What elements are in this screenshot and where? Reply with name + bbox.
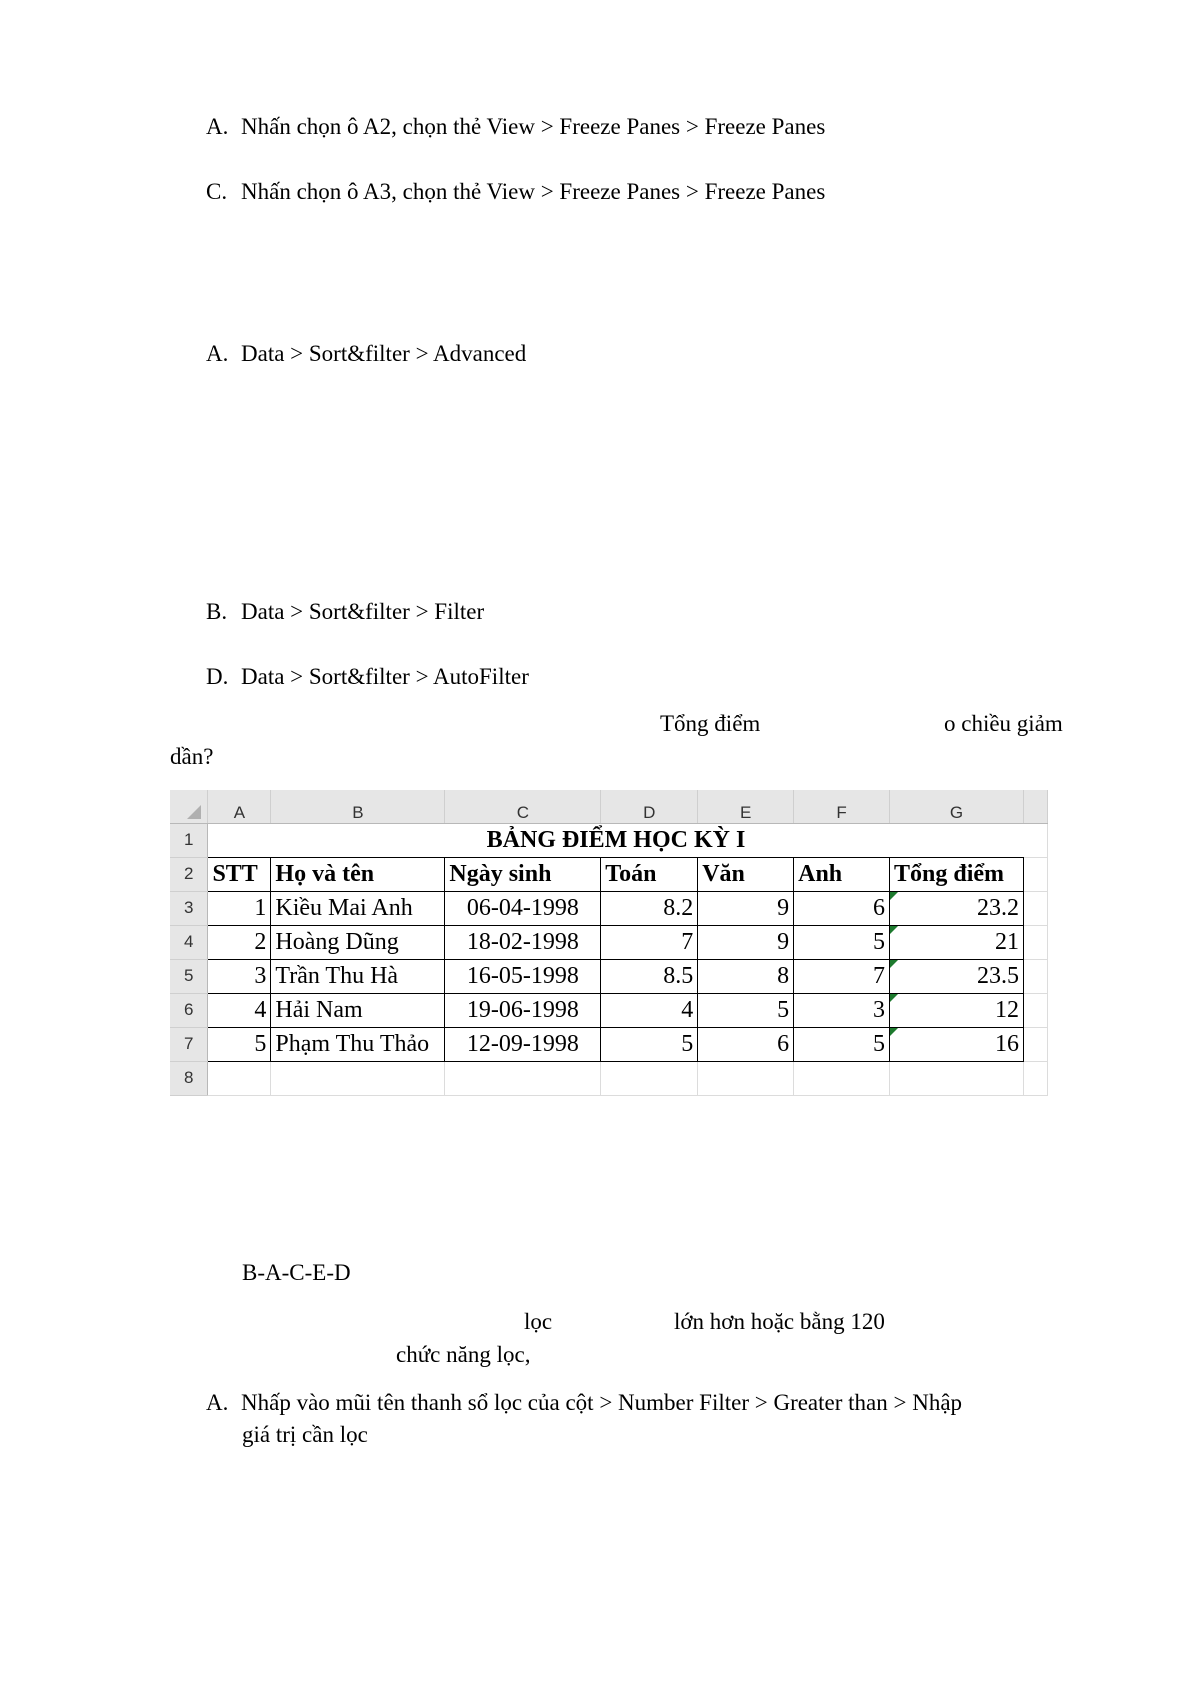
english-cell[interactable]: 6 — [794, 891, 890, 925]
option-text: Data > Sort&filter > Advanced — [241, 341, 527, 366]
error-indicator-icon — [890, 926, 898, 934]
column-header[interactable]: E — [698, 790, 794, 823]
math-cell[interactable]: 4 — [601, 993, 698, 1027]
header-cell[interactable]: Anh — [794, 857, 890, 891]
column-header[interactable]: D — [601, 790, 698, 823]
q4-fragment-1: lọc — [524, 1309, 553, 1334]
q2-option-b — [206, 598, 484, 626]
math-cell[interactable]: 8.2 — [601, 891, 698, 925]
dob-cell[interactable]: 12-09-1998 — [445, 1027, 601, 1061]
column-header-empty — [1024, 790, 1048, 823]
q4-fragment-3: chức năng lọc, — [396, 1342, 531, 1367]
q4-fragment-2: lớn hơn hoặc bằng 120 — [674, 1309, 885, 1334]
name-cell[interactable]: Hải Nam — [271, 993, 445, 1027]
dob-cell[interactable]: 19-06-1998 — [445, 993, 601, 1027]
error-indicator-icon — [890, 960, 898, 968]
literature-cell[interactable]: 8 — [698, 959, 794, 993]
stt-cell[interactable]: 3 — [208, 959, 271, 993]
column-header-row — [170, 790, 1048, 823]
column-header[interactable]: B — [271, 790, 445, 823]
header-cell[interactable]: Toán — [601, 857, 698, 891]
column-header[interactable]: F — [794, 790, 890, 823]
name-cell[interactable]: Trần Thu Hà — [271, 959, 445, 993]
row-number[interactable]: 7 — [170, 1027, 208, 1061]
english-cell[interactable]: 7 — [794, 959, 890, 993]
q3-fragment-2: o chiều giảm — [944, 711, 1063, 736]
name-cell[interactable]: Phạm Thu Thảo — [271, 1027, 445, 1061]
total-cell[interactable]: 12 — [890, 993, 1024, 1027]
table-row — [170, 993, 1048, 1027]
answer-sequence: B-A-C-E-D — [242, 1260, 351, 1285]
option-letter: A. — [206, 341, 229, 366]
q2-option-a — [206, 340, 526, 368]
literature-cell[interactable]: 9 — [698, 925, 794, 959]
header-cell[interactable]: Ngày sinh — [445, 857, 601, 891]
q3-fragment-1: Tổng điểm — [660, 711, 761, 736]
total-cell[interactable]: 23.2 — [890, 891, 1024, 925]
option-text: Data > Sort&filter > Filter — [241, 599, 485, 624]
option-letter: A. — [206, 1390, 229, 1415]
q3-fragment-3: dần? — [170, 744, 214, 769]
error-indicator-icon — [890, 892, 898, 900]
column-header[interactable]: C — [445, 790, 601, 823]
table-row — [170, 891, 1048, 925]
q2-option-d — [206, 663, 529, 691]
header-row — [170, 857, 1048, 891]
column-header[interactable]: G — [890, 790, 1024, 823]
select-all-corner[interactable] — [170, 790, 208, 823]
row-number[interactable]: 1 — [170, 823, 208, 857]
q4-option-a — [206, 1389, 962, 1417]
row-number[interactable]: 3 — [170, 891, 208, 925]
spreadsheet-image — [170, 790, 1048, 1087]
name-cell[interactable]: Hoàng Dũng — [271, 925, 445, 959]
error-indicator-icon — [890, 1028, 898, 1036]
stt-cell[interactable]: 5 — [208, 1027, 271, 1061]
math-cell[interactable]: 7 — [601, 925, 698, 959]
option-letter: B. — [206, 599, 228, 624]
dob-cell[interactable]: 16-05-1998 — [445, 959, 601, 993]
math-cell[interactable]: 5 — [601, 1027, 698, 1061]
table-row — [170, 1027, 1048, 1061]
q1-option-c — [206, 178, 825, 206]
literature-cell[interactable]: 9 — [698, 891, 794, 925]
english-cell[interactable]: 5 — [794, 925, 890, 959]
row-number[interactable]: 5 — [170, 959, 208, 993]
total-cell[interactable]: 16 — [890, 1027, 1024, 1061]
english-cell[interactable]: 5 — [794, 1027, 890, 1061]
option-letter: D. — [206, 664, 229, 689]
q4-option-a-line2: giá trị cần lọc — [242, 1422, 368, 1447]
dob-cell[interactable]: 18-02-1998 — [445, 925, 601, 959]
option-letter: A. — [206, 114, 229, 139]
header-cell[interactable]: Họ và tên — [271, 857, 445, 891]
dob-cell[interactable]: 06-04-1998 — [445, 891, 601, 925]
option-text: Nhấn chọn ô A2, chọn thẻ View > Freeze Panes > Freeze Panes — [241, 114, 826, 139]
option-text: Data > Sort&filter > AutoFilter — [241, 664, 529, 689]
q1-option-a — [206, 113, 825, 141]
title-row — [170, 823, 1048, 857]
table-row — [170, 959, 1048, 993]
option-text: Nhấp vào mũi tên thanh sổ lọc của cột > Number Filter > Greater than > Nhập — [241, 1390, 963, 1415]
header-cell[interactable]: STT — [208, 857, 271, 891]
spreadsheet-grid — [170, 790, 1048, 1096]
header-cell[interactable]: Văn — [698, 857, 794, 891]
total-cell[interactable]: 21 — [890, 925, 1024, 959]
literature-cell[interactable]: 5 — [698, 993, 794, 1027]
stt-cell[interactable]: 1 — [208, 891, 271, 925]
name-cell[interactable]: Kiều Mai Anh — [271, 891, 445, 925]
row-number[interactable]: 8 — [170, 1061, 208, 1095]
header-cell[interactable]: Tổng điểm — [890, 857, 1024, 891]
total-cell[interactable]: 23.5 — [890, 959, 1024, 993]
row-number[interactable]: 4 — [170, 925, 208, 959]
partial-row — [170, 1061, 1048, 1095]
math-cell[interactable]: 8.5 — [601, 959, 698, 993]
row-number[interactable]: 2 — [170, 857, 208, 891]
option-text: Nhấn chọn ô A3, chọn thẻ View > Freeze Panes > Freeze Panes — [241, 179, 826, 204]
english-cell[interactable]: 3 — [794, 993, 890, 1027]
table-row — [170, 925, 1048, 959]
column-header[interactable]: A — [208, 790, 271, 823]
stt-cell[interactable]: 2 — [208, 925, 271, 959]
error-indicator-icon — [890, 994, 898, 1002]
stt-cell[interactable]: 4 — [208, 993, 271, 1027]
row-number[interactable]: 6 — [170, 993, 208, 1027]
option-letter: C. — [206, 179, 228, 204]
literature-cell[interactable]: 6 — [698, 1027, 794, 1061]
table-title[interactable]: BẢNG ĐIỂM HỌC KỲ I — [208, 823, 1024, 857]
